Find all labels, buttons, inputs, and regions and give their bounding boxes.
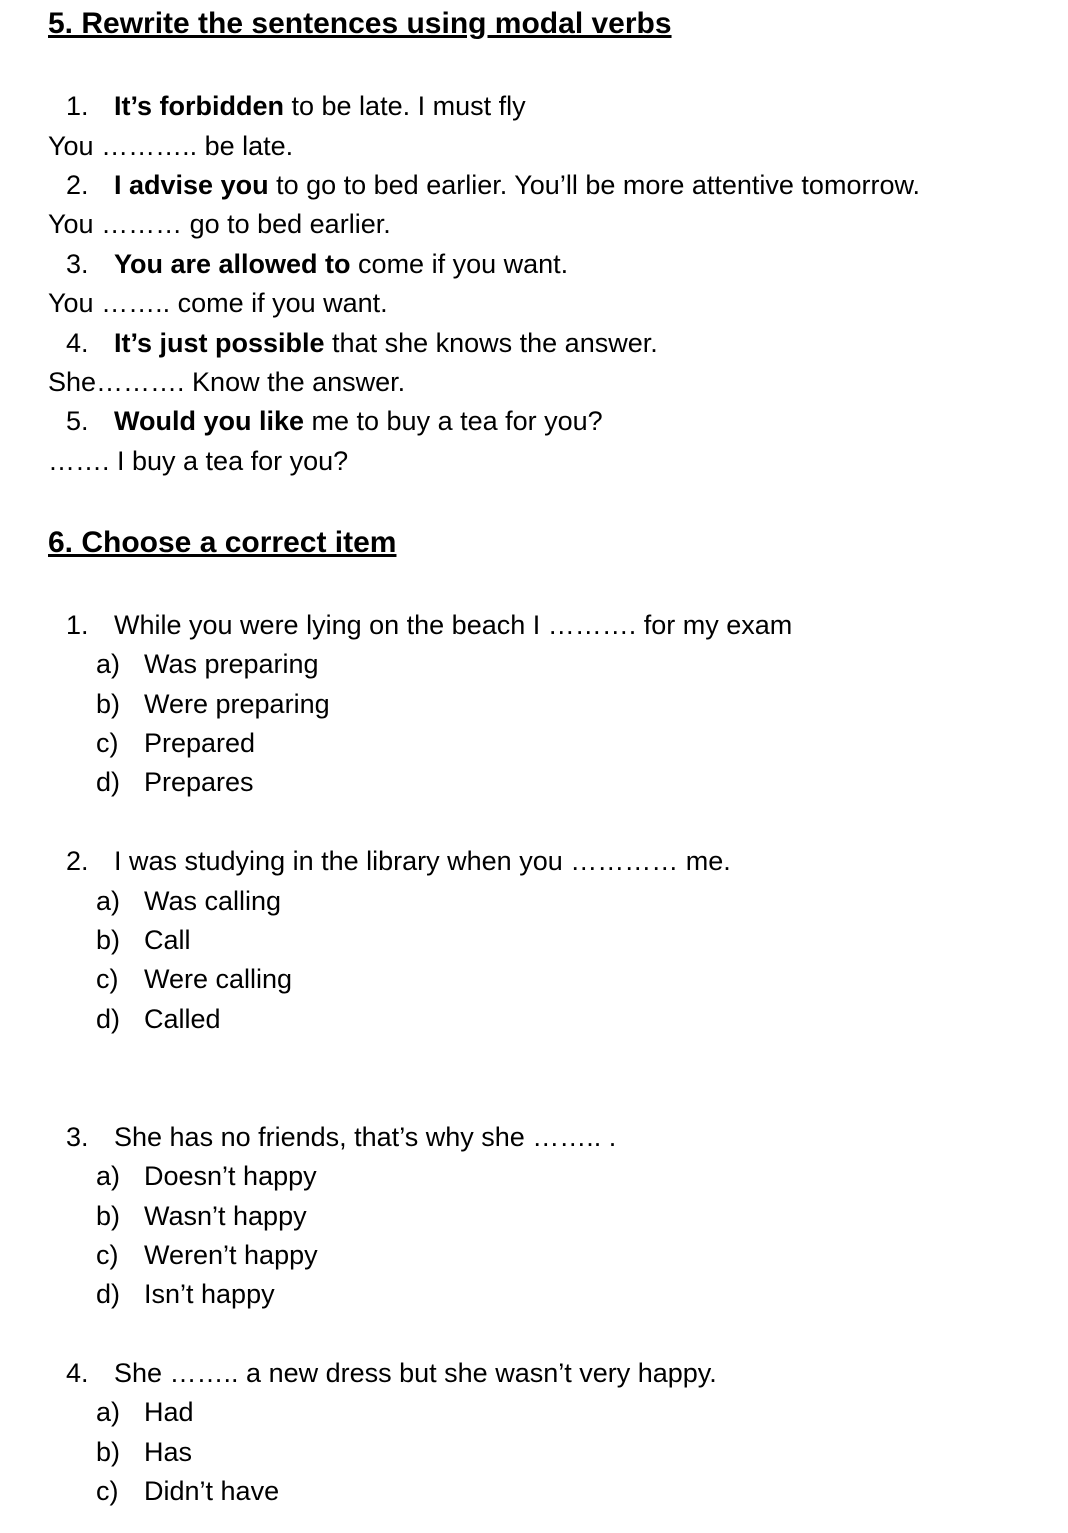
option-text: Had — [144, 1397, 194, 1427]
option-text: Called — [144, 1004, 221, 1034]
s6-question-3 — [66, 1120, 616, 1154]
s5-item-5 — [66, 404, 603, 438]
s6-q2-option-a — [96, 884, 281, 918]
s6-q4-option-a — [96, 1395, 194, 1429]
s6-q4-option-b — [96, 1435, 192, 1469]
item-number: 3. — [66, 249, 89, 279]
item-number: 1. — [66, 91, 89, 121]
s6-q2-option-d — [96, 1002, 221, 1036]
question-text: While you were lying on the beach I ………. for my exam — [114, 610, 793, 640]
s6-q2-option-c — [96, 962, 292, 996]
question-number: 3. — [66, 1122, 89, 1152]
option-letter: b) — [96, 925, 121, 955]
item-rest: me to buy a tea for you? — [304, 406, 603, 436]
s5-item-2 — [66, 168, 920, 202]
s6-q3-option-b — [96, 1199, 307, 1233]
s5-item-3 — [66, 247, 568, 281]
option-letter: b) — [96, 1201, 121, 1231]
question-number: 4. — [66, 1358, 89, 1388]
option-letter: b) — [96, 689, 121, 719]
option-text: Weren’t happy — [144, 1240, 318, 1270]
item-bold: It’s forbidden — [114, 91, 284, 121]
item-rest: to go to bed earlier. You’ll be more attentive tomorrow. — [268, 170, 920, 200]
s5-item-1 — [66, 89, 526, 123]
s5-item-4 — [66, 326, 658, 360]
s5-answer-2: You ……… go to bed earlier. — [48, 209, 391, 239]
option-letter: d) — [96, 767, 121, 797]
question-text: She …….. a new dress but she wasn’t very happy. — [114, 1358, 717, 1388]
question-number: 2. — [66, 846, 89, 876]
option-text: Was preparing — [144, 649, 319, 679]
option-text: Call — [144, 925, 191, 955]
option-letter: c) — [96, 728, 119, 758]
option-text: Prepared — [144, 728, 256, 758]
item-number: 5. — [66, 406, 89, 436]
option-letter: b) — [96, 1437, 121, 1467]
item-bold: I advise you — [114, 170, 269, 200]
option-text: Were calling — [144, 964, 293, 994]
section-5-title: 5. Rewrite the sentences using modal verbs — [48, 7, 672, 40]
s6-q1-option-b — [96, 687, 330, 721]
question-text: She has no friends, that’s why she …….. . — [114, 1122, 617, 1152]
option-letter: c) — [96, 1476, 119, 1506]
option-text: Were preparing — [144, 689, 330, 719]
s5-answer-1: You ……….. be late. — [48, 131, 294, 161]
s6-q4-option-c — [96, 1474, 279, 1508]
option-text: Didn’t have — [144, 1476, 280, 1506]
item-number: 4. — [66, 328, 89, 358]
item-rest: to be late. I must fly — [284, 91, 526, 121]
s6-q3-option-c — [96, 1238, 318, 1272]
s6-question-1 — [66, 608, 792, 642]
option-letter: c) — [96, 1240, 119, 1270]
option-letter: a) — [96, 1161, 121, 1191]
s6-q1-option-c — [96, 726, 255, 760]
option-text: Was calling — [144, 886, 282, 916]
option-letter: c) — [96, 964, 119, 994]
option-letter: d) — [96, 1004, 121, 1034]
s5-answer-4: She………. Know the answer. — [48, 367, 406, 397]
item-bold: You are allowed to — [114, 249, 351, 279]
option-letter: a) — [96, 1397, 121, 1427]
option-text: Isn’t happy — [144, 1279, 275, 1309]
s6-q2-option-b — [96, 923, 191, 957]
item-rest: that she knows the answer. — [324, 328, 658, 358]
s6-q3-option-a — [96, 1159, 317, 1193]
s6-q1-option-d — [96, 765, 254, 799]
s6-q3-option-d — [96, 1277, 275, 1311]
option-text: Prepares — [144, 767, 254, 797]
option-text: Wasn’t happy — [144, 1201, 307, 1231]
s6-question-4 — [66, 1356, 717, 1390]
section-6-title: 6. Choose a correct item — [48, 526, 397, 559]
s5-answer-5: ……. I buy a tea for you? — [48, 446, 349, 476]
s6-question-2 — [66, 844, 731, 878]
item-rest: come if you want. — [350, 249, 569, 279]
s6-q1-option-a — [96, 647, 319, 681]
option-letter: a) — [96, 886, 121, 916]
question-number: 1. — [66, 610, 89, 640]
question-text: I was studying in the library when you ………… me. — [114, 846, 731, 876]
option-letter: d) — [96, 1279, 121, 1309]
item-number: 2. — [66, 170, 89, 200]
item-bold: Would you like — [114, 406, 305, 436]
option-text: Has — [144, 1437, 193, 1467]
option-letter: a) — [96, 649, 121, 679]
item-bold: It’s just possible — [114, 328, 325, 358]
option-text: Doesn’t happy — [144, 1161, 317, 1191]
s5-answer-3: You …….. come if you want. — [48, 288, 388, 318]
